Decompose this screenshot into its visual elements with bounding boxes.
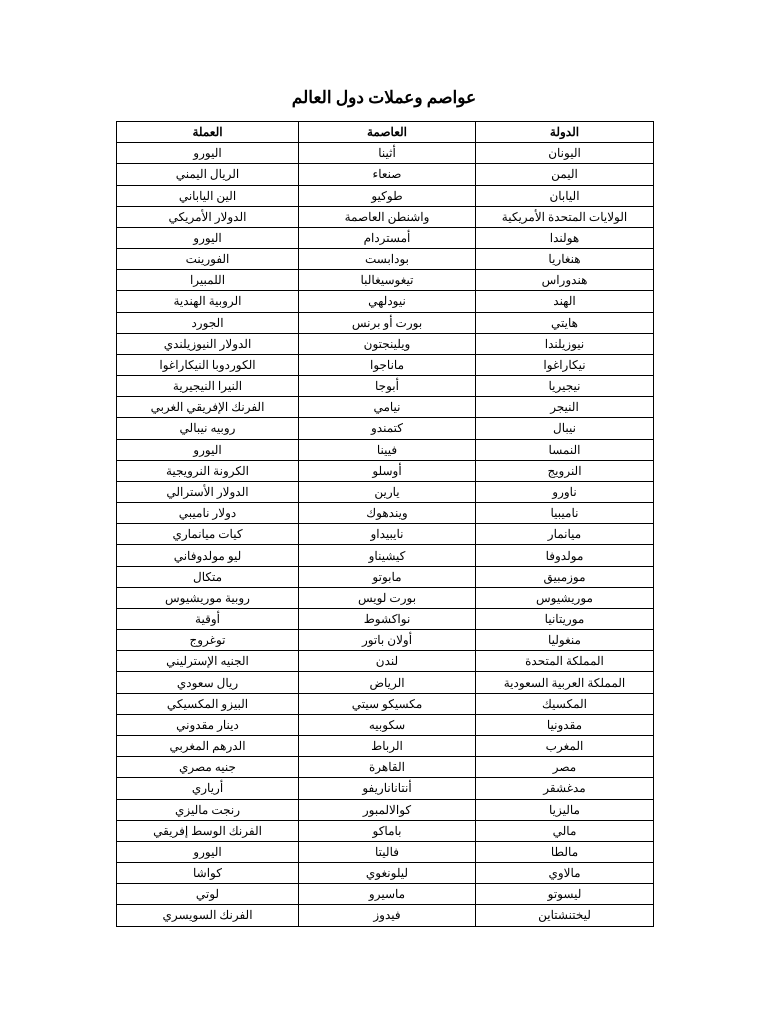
table-row [117, 735, 654, 756]
cell-capital: نايبيداو [299, 524, 476, 545]
cell-country: هايتي [476, 312, 654, 333]
cell-country: موريشيوس [476, 587, 654, 608]
cell-currency: دينار مقدوني [117, 714, 299, 735]
cell-country: ناميبيا [476, 503, 654, 524]
cell-currency: كواشا [117, 863, 299, 884]
table-row [117, 651, 654, 672]
cell-currency: الدرهم المغربي [117, 735, 299, 756]
cell-country: ميانمار [476, 524, 654, 545]
cell-country: مالطا [476, 841, 654, 862]
cell-capital: أنتاناناريفو [299, 778, 476, 799]
table-row [117, 863, 654, 884]
cell-capital: أوسلو [299, 460, 476, 481]
table-row [117, 481, 654, 502]
cell-country: مقدونيا [476, 714, 654, 735]
cell-currency: الدولار الأسترالي [117, 481, 299, 502]
table-row [117, 143, 654, 164]
cell-country: ماليزيا [476, 799, 654, 820]
table-row [117, 820, 654, 841]
cell-country: اليابان [476, 185, 654, 206]
cell-currency: أرياري [117, 778, 299, 799]
table-header-row [117, 122, 654, 143]
cell-capital: فاليتا [299, 841, 476, 862]
table-row [117, 672, 654, 693]
cell-capital: الرباط [299, 735, 476, 756]
table-row [117, 270, 654, 291]
cell-capital: بورت أو برنس [299, 312, 476, 333]
table-row [117, 905, 654, 926]
cell-capital: طوكيو [299, 185, 476, 206]
cell-capital: ويلينجتون [299, 333, 476, 354]
table-row [117, 333, 654, 354]
cell-country: منغوليا [476, 630, 654, 651]
cell-currency: روبية موريشيوس [117, 587, 299, 608]
cell-capital: ماسيرو [299, 884, 476, 905]
table-row [117, 185, 654, 206]
cell-country: مالاوي [476, 863, 654, 884]
cell-capital: لندن [299, 651, 476, 672]
cell-capital: بودابست [299, 249, 476, 270]
cell-currency: ليو مولدوفاني [117, 545, 299, 566]
cell-capital: نواكشوط [299, 608, 476, 629]
table-row [117, 354, 654, 375]
cell-capital: مابوتو [299, 566, 476, 587]
table-row [117, 249, 654, 270]
cell-capital: نيودلهي [299, 291, 476, 312]
cell-country: النرويج [476, 460, 654, 481]
cell-country: موريتانيا [476, 608, 654, 629]
cell-capital: صنعاء [299, 164, 476, 185]
table-row [117, 757, 654, 778]
cell-currency: اليورو [117, 227, 299, 248]
cell-capital: أبوجا [299, 376, 476, 397]
cell-country: ليختنشتاين [476, 905, 654, 926]
cell-country: الولايات المتحدة الأمريكية [476, 206, 654, 227]
cell-capital: ليلونغوي [299, 863, 476, 884]
cell-country: موزمبيق [476, 566, 654, 587]
cell-currency: الكوردوبا النيكاراغوا [117, 354, 299, 375]
cell-capital: مكسيكو سيتي [299, 693, 476, 714]
cell-currency: الريال اليمني [117, 164, 299, 185]
cell-currency: روبيه نيبالي [117, 418, 299, 439]
cell-currency: الدولار النيوزيلندي [117, 333, 299, 354]
page-title: عواصم وعملات دول العالم [291, 88, 477, 107]
table-row [117, 778, 654, 799]
table-row [117, 566, 654, 587]
table-row [117, 164, 654, 185]
table-row [117, 524, 654, 545]
cell-currency: الجنيه الإسترليني [117, 651, 299, 672]
cell-currency: متكال [117, 566, 299, 587]
cell-currency: اليورو [117, 143, 299, 164]
cell-capital: أولان باتور [299, 630, 476, 651]
cell-country: نيبال [476, 418, 654, 439]
table-body [117, 143, 654, 926]
cell-currency: توغروج [117, 630, 299, 651]
header-capital: العاصمة [299, 122, 476, 143]
table-row [117, 397, 654, 418]
cell-currency: الجورد [117, 312, 299, 333]
table-row [117, 439, 654, 460]
table-row [117, 693, 654, 714]
cell-currency: الفرنك السويسري [117, 905, 299, 926]
countries-table-container [116, 121, 653, 927]
cell-currency: رنجت ماليزي [117, 799, 299, 820]
cell-currency: الدولار الأمريكي [117, 206, 299, 227]
table-row [117, 608, 654, 629]
cell-capital: كيشيناو [299, 545, 476, 566]
cell-capital: سكوبيه [299, 714, 476, 735]
cell-country: نيجيريا [476, 376, 654, 397]
cell-capital: القاهرة [299, 757, 476, 778]
cell-capital: نيامي [299, 397, 476, 418]
cell-country: مدغشقر [476, 778, 654, 799]
cell-currency: الروبية الهندية [117, 291, 299, 312]
cell-country: المغرب [476, 735, 654, 756]
cell-capital: أمستردام [299, 227, 476, 248]
cell-currency: الفرنك الوسط إفريقي [117, 820, 299, 841]
cell-country: مولدوفا [476, 545, 654, 566]
cell-currency: كيات ميانماري [117, 524, 299, 545]
table-row [117, 460, 654, 481]
cell-currency: الفورينت [117, 249, 299, 270]
cell-country: اليمن [476, 164, 654, 185]
cell-country: مالي [476, 820, 654, 841]
cell-capital: يارين [299, 481, 476, 502]
cell-country: النمسا [476, 439, 654, 460]
cell-capital: الرياض [299, 672, 476, 693]
table-row [117, 376, 654, 397]
table-row [117, 630, 654, 651]
table-row [117, 206, 654, 227]
cell-country: الهند [476, 291, 654, 312]
cell-currency: الكرونة النرويجية [117, 460, 299, 481]
table-row [117, 227, 654, 248]
cell-capital: ماناجوا [299, 354, 476, 375]
countries-table [116, 121, 654, 927]
cell-country: المملكة المتحدة [476, 651, 654, 672]
header-country: الدولة [476, 122, 654, 143]
table-row [117, 714, 654, 735]
cell-capital: أثينا [299, 143, 476, 164]
table-row [117, 884, 654, 905]
cell-capital: تيغوسيغالبا [299, 270, 476, 291]
cell-country: ناورو [476, 481, 654, 502]
cell-country: اليونان [476, 143, 654, 164]
cell-currency: اللمبيرا [117, 270, 299, 291]
cell-country: المكسيك [476, 693, 654, 714]
cell-country: نيكاراغوا [476, 354, 654, 375]
table-row [117, 587, 654, 608]
cell-currency: الين الياباني [117, 185, 299, 206]
cell-country: مصر [476, 757, 654, 778]
cell-currency: أوقية [117, 608, 299, 629]
table-row [117, 503, 654, 524]
table-row [117, 418, 654, 439]
cell-capital: فيدوز [299, 905, 476, 926]
cell-currency: البيزو المكسيكي [117, 693, 299, 714]
cell-country: ليسوتو [476, 884, 654, 905]
cell-capital: كوالالمبور [299, 799, 476, 820]
table-row [117, 841, 654, 862]
header-currency: العملة [117, 122, 299, 143]
cell-currency: الفرنك الإفريقي الغربي [117, 397, 299, 418]
cell-capital: واشنطن العاصمة [299, 206, 476, 227]
cell-country: المملكة العربية السعودية [476, 672, 654, 693]
cell-capital: كتمندو [299, 418, 476, 439]
cell-country: نيوزيلندا [476, 333, 654, 354]
table-row [117, 545, 654, 566]
cell-capital: فيينا [299, 439, 476, 460]
cell-country: هندوراس [476, 270, 654, 291]
cell-currency: اليورو [117, 841, 299, 862]
cell-currency: لوتي [117, 884, 299, 905]
cell-capital: بورت لويس [299, 587, 476, 608]
cell-currency: النيرا النيجيرية [117, 376, 299, 397]
cell-country: هنغاريا [476, 249, 654, 270]
cell-currency: ريال سعودي [117, 672, 299, 693]
cell-currency: دولار ناميبي [117, 503, 299, 524]
cell-capital: باماكو [299, 820, 476, 841]
table-row [117, 312, 654, 333]
cell-country: النيجر [476, 397, 654, 418]
table-row [117, 799, 654, 820]
table-row [117, 291, 654, 312]
cell-country: هولندا [476, 227, 654, 248]
cell-capital: ويندهوك [299, 503, 476, 524]
cell-currency: اليورو [117, 439, 299, 460]
cell-currency: جنيه مصري [117, 757, 299, 778]
